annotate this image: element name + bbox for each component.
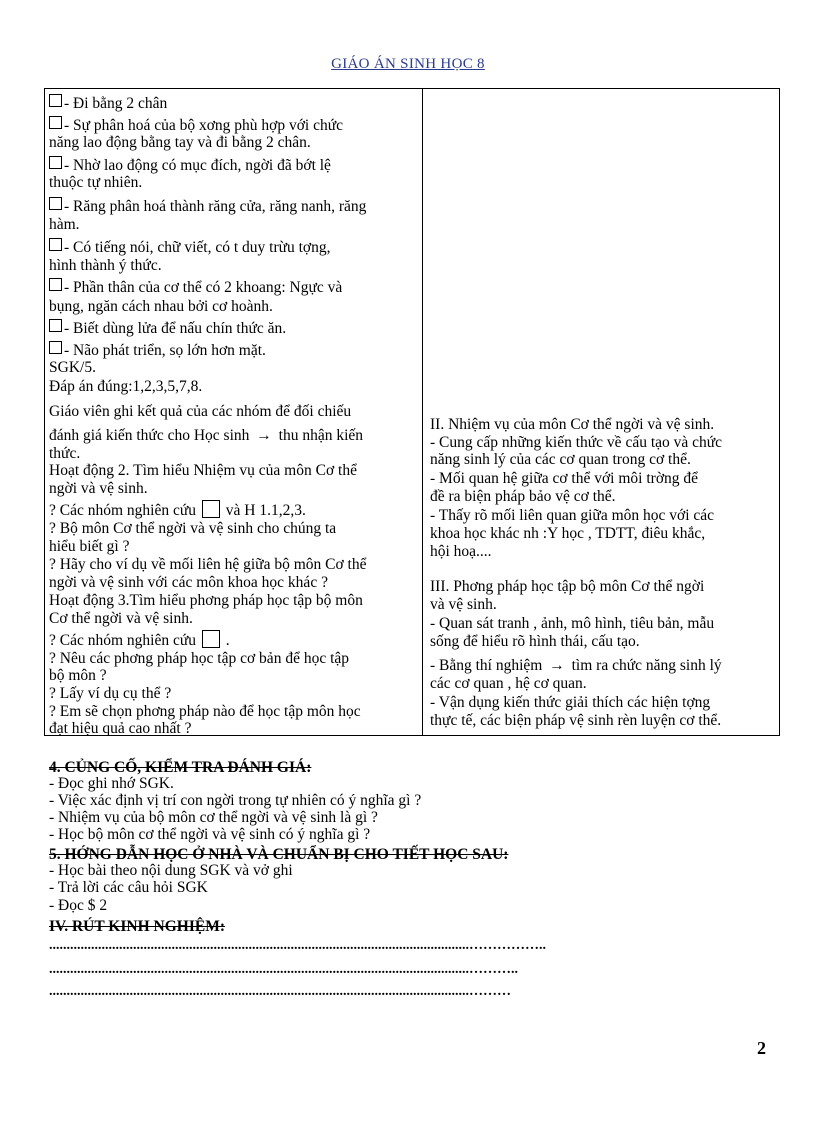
section-5-item: - Trả lời các câu hỏi SGK xyxy=(49,879,208,896)
left-line: - Phần thân của cơ thể có 2 khoang: Ngực và xyxy=(49,278,342,296)
note-dot-line: ........................................................................................................................…………….. xyxy=(49,938,546,953)
left-line: ? Em sẽ chọn phơng pháp nào để học tập môn học xyxy=(49,703,361,720)
checkbox-icon xyxy=(49,319,62,332)
right-line: II. Nhiệm vụ của môn Cơ thể ngời và vệ sinh. xyxy=(430,416,715,433)
right-line: - Mối quan hệ giữa cơ thể với môi trờng để xyxy=(430,470,699,487)
left-line: ? Hãy cho ví dụ về mối liên hệ giữa bộ môn Cơ thể xyxy=(49,556,367,573)
section-4-item: - Nhiệm vụ của bộ môn cơ thể ngời và vệ sinh là gì ? xyxy=(49,809,378,826)
left-line: bụng, ngăn cách nhau bởi cơ hoành. xyxy=(49,298,273,315)
checkbox-icon xyxy=(49,94,62,107)
page-number: 2 xyxy=(757,1038,766,1058)
left-line: - Nhờ lao động có mục đích, ngời đã bớt lệ xyxy=(49,156,331,174)
section-4-item: - Việc xác định vị trí con ngời trong tự nhiên có ý nghĩa gì ? xyxy=(49,792,422,809)
right-line: và vệ sinh. xyxy=(430,596,497,613)
checkbox-icon xyxy=(49,116,62,129)
right-line: đề ra biện pháp bảo vệ cơ thể. xyxy=(430,488,616,505)
right-line: các cơ quan , hệ cơ quan. xyxy=(430,675,587,692)
left-line: hàm. xyxy=(49,216,80,233)
left-line: - Biết dùng lửa để nấu chín thức ăn. xyxy=(49,319,286,337)
right-line: năng sinh lý của các cơ quan trong cơ thể. xyxy=(430,451,691,468)
left-line: - Não phát triển, sọ lớn hơn mặt. xyxy=(49,341,266,359)
reference-box-icon xyxy=(202,500,220,518)
left-line: ngời và vệ sinh. xyxy=(49,480,148,497)
right-line: - Quan sát tranh , ảnh, mô hình, tiêu bản, mẫu xyxy=(430,615,715,632)
note-dot-line: ........................................................................................................................……….. xyxy=(49,962,518,977)
section-6-title: IV. RÚT KINH NGHIỆM: xyxy=(49,918,225,935)
left-line: Hoạt động 3.Tìm hiểu phơng pháp học tập bộ môn xyxy=(49,592,363,609)
teacher-student-activity-column xyxy=(45,89,423,735)
section-4-item: - Học bộ môn cơ thể ngời và vệ sinh có ý nghĩa gì ? xyxy=(49,826,371,843)
left-line: Đáp án đúng:1,2,3,5,7,8. xyxy=(49,378,203,395)
right-line: - Vận dụng kiến thức giải thích các hiện tợng xyxy=(430,694,711,711)
checkbox-icon xyxy=(49,197,62,210)
section-5-item: - Học bài theo nội dung SGK và vở ghi xyxy=(49,862,293,879)
note-dot-line: ........................................................................................................................……… xyxy=(49,984,511,999)
right-line: - Thấy rõ mối liên quan giữa môn học với các xyxy=(430,507,715,524)
right-line: hội hoạ.... xyxy=(430,543,492,560)
page-header: GIÁO ÁN SINH HỌC 8 xyxy=(331,56,485,72)
arrow-right-icon: → xyxy=(549,657,565,674)
right-line: thực tế, các biện pháp vệ sinh rèn luyện cơ thể. xyxy=(430,712,722,729)
left-line: ngời và vệ sinh với các môn khoa học khác ? xyxy=(49,574,328,591)
checkbox-icon xyxy=(49,238,62,251)
left-line: - Sự phân hoá của bộ xơng phù hợp với chức xyxy=(49,116,343,134)
left-line: thuộc tự nhiên. xyxy=(49,174,143,191)
left-line: ? Các nhóm nghiên cứu . xyxy=(49,632,230,649)
left-line: thức. xyxy=(49,445,81,462)
section-5-title: 5. HỚNG DẪN HỌC Ở NHÀ VÀ CHUẨN BỊ CHO TIẾT HỌC SAU: xyxy=(49,846,509,863)
left-line: - Răng phân hoá thành răng cửa, răng nanh, răng xyxy=(49,197,366,215)
section-4-item: - Đọc ghi nhớ SGK. xyxy=(49,775,174,792)
left-line: hiểu biết gì ? xyxy=(49,538,130,555)
right-line: III. Phơng pháp học tập bộ môn Cơ thể ngời xyxy=(430,578,705,595)
right-line: - Cung cấp những kiến thức về cấu tạo và chức xyxy=(430,434,723,451)
left-line: ? Các nhóm nghiên cứu và H 1.1,2,3. xyxy=(49,502,306,519)
left-line: đánh giá kiến thức cho Học sinh → thu nhận kiến xyxy=(49,427,364,444)
reference-box-icon xyxy=(202,630,220,648)
left-line: Hoạt động 2. Tìm hiểu Nhiệm vụ của môn Cơ thể xyxy=(49,462,357,479)
checkbox-icon xyxy=(49,341,62,354)
lesson-table xyxy=(44,88,780,736)
lesson-content-column xyxy=(424,89,779,735)
left-line: bộ môn ? xyxy=(49,667,107,684)
left-line: - Đi bằng 2 chân xyxy=(49,94,167,112)
left-line: hình thành ý thức. xyxy=(49,257,162,274)
left-line: năng lao động bằng tay và đi bằng 2 chân. xyxy=(49,134,311,151)
section-4-title: 4. CỦNG CỐ, KIỂM TRA ĐÁNH GIÁ: xyxy=(49,759,312,776)
left-line: - Có tiếng nói, chữ viết, có t duy trừu tợng, xyxy=(49,238,331,256)
checkbox-icon xyxy=(49,156,62,169)
left-line: ? Lấy ví dụ cụ thể ? xyxy=(49,685,172,702)
checkbox-icon xyxy=(49,278,62,291)
left-line: ? Bộ môn Cơ thể ngời và vệ sinh cho chúng ta xyxy=(49,520,337,537)
left-line: đạt hiệu quả cao nhất ? xyxy=(49,720,192,735)
left-line: Giáo viên ghi kết quả của các nhóm để đối chiếu xyxy=(49,403,352,420)
section-5-item: - Đọc $ 2 xyxy=(49,897,108,914)
arrow-right-icon: → xyxy=(256,427,272,444)
left-line: ? Nêu các phơng pháp học tập cơ bản để học tập xyxy=(49,650,350,667)
right-line: sống để hiểu rõ hình thái, cấu tạo. xyxy=(430,633,640,650)
right-line: khoa học khác nh :Y học , TDTT, điêu khắc, xyxy=(430,525,706,542)
left-line: SGK/5. xyxy=(49,359,96,376)
left-line: Cơ thể ngời và vệ sinh. xyxy=(49,610,193,627)
right-line: - Bằng thí nghiệm → tìm ra chức năng sinh lý xyxy=(430,657,722,674)
